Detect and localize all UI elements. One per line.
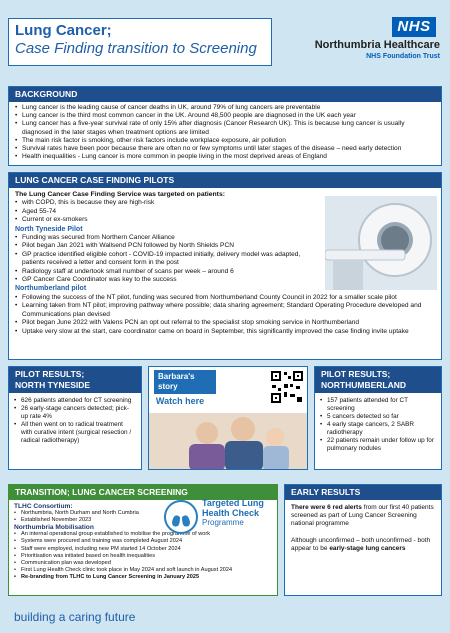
consortium-list xyxy=(14,510,164,524)
north-tyneside-list xyxy=(15,234,305,284)
target-list xyxy=(15,199,305,224)
list-item: • Lung cancer is the third most common cancer in the UK. Around 48,500 people are diagnosed in the UK each year xyxy=(15,112,435,120)
list-item: • Re-branding from TLHC to Lung Cancer Screening in January 2025 xyxy=(14,574,272,581)
northumberland-list xyxy=(15,294,435,336)
mobilisation-list xyxy=(14,531,272,581)
watch-here-link[interactable]: Watch here xyxy=(155,396,205,406)
ct-scanner-image xyxy=(325,196,437,290)
list-item: • First Lung Health Check clinic took place in May 2024 and soft launch in August 2024 xyxy=(14,567,272,574)
list-item: • Current or ex-smokers xyxy=(15,216,305,224)
list-item: • Staff were employed, including new PM started 14 October 2024 xyxy=(14,546,272,553)
early-results-body xyxy=(285,500,441,557)
transition-heading: TRANSITION; LUNG CANCER SCREENING xyxy=(9,485,277,500)
list-item: • Aged 55-74 xyxy=(15,208,305,216)
list-item: • Systems were procured and training was completed August 2024 xyxy=(14,538,272,545)
list-item: • Lung cancer has a five-year survival rate of only 15% after diagnosis (Cancer Research UK). This is because lung cancer is usually diagnosed in the later stages when treatment options are limited xyxy=(15,120,435,136)
northumberland-heading: Northumberland pilot xyxy=(15,285,87,293)
list-item: • An internal operational group established to mobilise the programme of work xyxy=(14,531,272,538)
early-results-heading: EARLY RESULTS xyxy=(285,485,441,500)
tlhc-programme-logo: Targeted Lung Health Check Programme xyxy=(164,498,274,538)
background-heading: BACKGROUND xyxy=(9,87,441,102)
early-results-para2: Although unconfirmed – both unconfirmed - both appear to be early-stage lung cancers xyxy=(291,536,431,552)
barbara-story-title: Barbara's story xyxy=(154,370,216,394)
list-item: • with COPD, this is because they are high-risk xyxy=(15,199,305,207)
list-item: • Uptake very slow at the start, care coordinator came on board in September, this significantly improved the case finding invite uptake xyxy=(15,328,435,336)
pilots-intro: The Lung Cancer Case Finding Service was targeted on patients: xyxy=(15,191,225,198)
mobilisation-heading: Northumbria Mobilisation xyxy=(14,524,94,532)
results-northumberland-list xyxy=(315,393,441,457)
list-item: • Funding was secured from Northern Cancer Alliance xyxy=(15,234,305,242)
list-item: • Communication plan was developed xyxy=(14,560,272,567)
list-item: • 4 early stage cancers, 2 SABR radiotherapy xyxy=(320,421,436,437)
list-item: • 157 patients attended for CT screening xyxy=(320,397,436,413)
list-item: • Survival rates have been poor because there are often no or few symptoms until later stages of the disease – need early detection xyxy=(15,145,435,153)
results-north-tyneside-panel xyxy=(8,366,142,470)
list-item: • 26 early-stage cancers detected; pick-up rate 4% xyxy=(14,405,136,421)
early-results-panel xyxy=(284,484,442,596)
results-north-tyneside-list xyxy=(9,393,141,449)
nhs-logo: NHS xyxy=(392,17,436,37)
results-northumberland-panel xyxy=(314,366,442,470)
early-results-para1: There were 6 red alerts from our first 40 patients screened as part of Lung Cancer Screening national programme xyxy=(291,504,434,528)
results-northumberland-heading: PILOT RESULTS; NORTHUMBERLAND xyxy=(315,367,441,393)
results-north-tyneside-heading: PILOT RESULTS; NORTH TYNESIDE xyxy=(9,367,141,393)
list-item: • Pilot began June 2022 with Valens PCN an opt out referral to the specialist stop smoking service in Northumberland xyxy=(15,319,435,327)
page-title: Lung Cancer; xyxy=(15,22,112,39)
list-item: • All then went on to radical treatment with curative intent (surgical resection / radical radiotherapy) xyxy=(14,421,136,445)
list-item: • Learning taken from NT pilot; improving pathway where possible; data sharing agreement; Standard Operating Procedure developed and Communications plan devised xyxy=(15,302,435,319)
page-subtitle: Case Finding transition to Screening xyxy=(15,40,257,57)
list-item: • Radiology staff at undertook small number of scans per week – around 6 xyxy=(15,268,305,276)
north-tyneside-heading: North Tyneside Pilot xyxy=(15,225,83,233)
list-item: • 5 cancers detected so far xyxy=(320,413,436,421)
lungs-icon xyxy=(164,500,198,534)
list-item: • The main risk factor is smoking, other risk factors include workplace exposure, air pollution xyxy=(15,137,435,145)
trust-subtitle: NHS Foundation Trust xyxy=(366,53,440,60)
list-item: • Pilot began Jan 2021 with Wallsend PCN followed by North Shields PCN xyxy=(15,242,305,250)
list-item: • Following the success of the NT pilot, funding was secured from Northumberland County Council in 2022 for a smaller scale pilot xyxy=(15,294,435,302)
ct-scanner-icon xyxy=(325,196,437,290)
list-item: • GP practice identified eligible cohort - COVID-19 impacted initially, delivery model was adapted, patients received a letter and consent form in the post xyxy=(15,251,305,268)
list-item: • Health inequalities - Lung cancer is more common in people living in the most deprived areas of England xyxy=(15,153,435,161)
pilots-heading: LUNG CANCER CASE FINDING PILOTS xyxy=(9,173,441,188)
footer-logo: building a caring future xyxy=(14,610,136,624)
list-item: • 626 patients attended for CT screening xyxy=(14,397,136,405)
list-item: • Northumbria, North Durham and North Cumbria xyxy=(14,510,164,517)
list-item: • Established November 2023 xyxy=(14,517,164,524)
trust-name: Northumbria Healthcare xyxy=(314,39,440,51)
list-item: • 22 patients remain under follow up for pulmonary nodules xyxy=(320,437,436,453)
background-list xyxy=(9,102,441,163)
title-box xyxy=(8,18,272,66)
consortium-heading: TLHC Consortium: xyxy=(14,503,73,510)
list-item: • Prioritisation was initiated based on health inequalities xyxy=(14,553,272,560)
list-item: • GP Cancer Care Coordinator was key to the success xyxy=(15,276,305,284)
qr-code-icon[interactable] xyxy=(270,370,304,404)
background-panel xyxy=(8,86,442,166)
list-item: • Lung cancer is the leading cause of cancer deaths in UK, around 79% of lung cancers are preventable xyxy=(15,104,435,112)
